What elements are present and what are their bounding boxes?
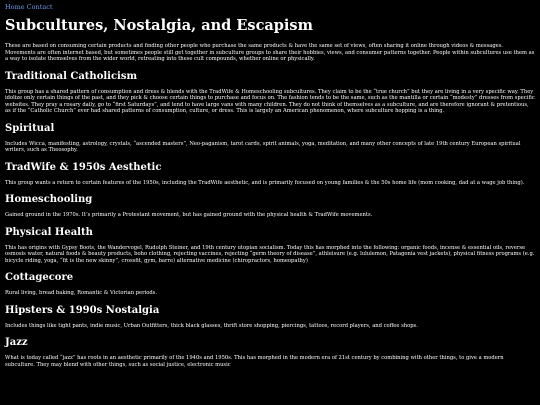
section-heading-jazz: Jazz (5, 337, 28, 348)
section-text-hipsters: Includes things like tight pants, indie music, Urban Outfitters, thick black glasses, thrift store shopping, piercings, tattoos, record players, and coffee shops. (5, 322, 418, 329)
section-text-homeschooling: Gained ground in the 1970s. It’s primarily a Protestant movement, but has gained ground with the physical health & TradWife movements. (5, 212, 373, 218)
top-nav (5, 3, 535, 12)
section-heading-spiritual: Spiritual (5, 122, 55, 134)
page-title: Subcultures, Nostalgia, and Escapism (5, 17, 313, 34)
section-text-physical-health: This has origins with Gypsy Boots, the Wandervogel, Rudolph Steiner, and 19th century utopian socialism. Today this has morphed into the following: organic foods, incense & essential oils, reverse osmosis water, natural foods & beauty products, boho clothing, rejecting vaccines, rejecting “germ theory of disease”, athleisure (e.g. lululemon, Patagonia vest jackets), physical fitness programs (e.g. bicycle riding, yoga, “fit is the new skinny”, crossfit, gym, barre) alternative medicine (chiropractors, homeopathy) (5, 244, 535, 264)
nav-link-contact[interactable]: Contact (26, 3, 53, 11)
intro-paragraph: These are based on consuming certain products and finding other people who purchase the same products & have the same set of views, often sharing it online through videos & messages. Movements are often internet based, but sometimes people still get together in subculture groups to share their hobbies, views, and consumer patterns together. People within subcultures use them as a way to isolate themselves from the wider world, retreating into these cult compounds, whether online or physically. (5, 43, 535, 62)
section-heading-tradwife: TradWife & 1950s Aesthetic (5, 161, 162, 173)
section-text-cottagecore: Rural living, bread baking, Romantic & Victorian periods. (5, 290, 157, 296)
section-heading-physical-health: Physical Health (5, 226, 93, 238)
section-text-spiritual: Includes Wicca, manifesting, astrology, crystals, “ascended masters”, Neo-paganism, tarot cards, spirit animals, yoga, meditation, and many other concepts of late 19th century European spiritual writers, such as Theosophy. (5, 140, 521, 153)
section-heading-traditional-catholicism: Traditional Catholicism (5, 70, 138, 82)
section-heading-cottagecore: Cottagecore (5, 272, 74, 283)
section-text-tradwife: This group wants a return to certain features of the 1950s, including the TradWife aesthetic, and is primarily focused on young families & the 50s home life (mom cooking, dad at a wage job thing). (5, 179, 525, 186)
section-heading-homeschooling: Homeschooling (5, 194, 93, 205)
section-text-jazz: What is today called “jazz” has roots in an aesthetic primarily of the 1940s and 1950s. This has morphed in the modern era of 21st century by combining with other things, to give a modern subculture. They may blend with other things, such as social justice, electronic music (5, 355, 504, 368)
section-text-traditional-catholicism: This group has a shared pattern of consumption and dress & blends with the TradWife & Homeschooling subcultures. They claim to be the “true church” but they are living in a very specific way. They idolize only certain things of the past, and they pick & choose certain things to purchase and focus on. The fashion tends to be the same, such as the mantilla or certain “modesty” dresses from specific websites. They pray a rosary daily, go to “first Saturdays”, and tend to have large vans with many children. They do not think of themselves as a subculture, and are therefore ignorant & pretentious, as if the “Catholic Church” ever had shared patterns of consumption, culture, or dress. This is largely an American phenomenon, where subculture hopping is a thing. (5, 88, 535, 114)
section-heading-hipsters: Hipsters & 1990s Nostalgia (5, 304, 160, 316)
nav-link-home[interactable]: Home (5, 3, 25, 11)
